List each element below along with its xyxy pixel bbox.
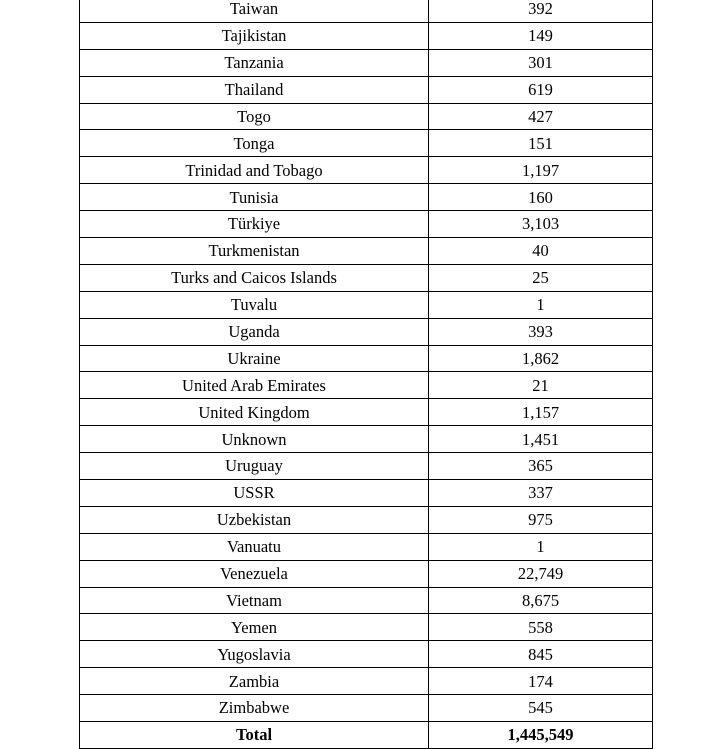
country-cell: Uruguay — [80, 453, 429, 480]
country-cell: Tonga — [80, 130, 429, 157]
table-row — [80, 103, 653, 130]
country-cell: United Kingdom — [80, 399, 429, 426]
country-cell: Tuvalu — [80, 291, 429, 318]
country-count-table — [79, 0, 653, 749]
table-row — [80, 318, 653, 345]
table-row — [80, 560, 653, 587]
total-label-cell: Total — [80, 722, 429, 749]
country-cell: Vanuatu — [80, 533, 429, 560]
table-row — [80, 49, 653, 76]
table-row — [80, 372, 653, 399]
country-cell: Uganda — [80, 318, 429, 345]
table-row — [80, 184, 653, 211]
table-body — [80, 0, 653, 748]
value-cell: 845 — [429, 641, 653, 668]
country-cell: Tanzania — [80, 49, 429, 76]
table-row — [80, 506, 653, 533]
country-cell: Taiwan — [80, 0, 429, 22]
country-cell: Ukraine — [80, 345, 429, 372]
country-cell: Thailand — [80, 76, 429, 103]
country-cell: Uzbekistan — [80, 506, 429, 533]
value-cell: 1 — [429, 291, 653, 318]
table-row — [80, 641, 653, 668]
value-cell: 337 — [429, 480, 653, 507]
value-cell: 1,862 — [429, 345, 653, 372]
value-cell: 975 — [429, 506, 653, 533]
value-cell: 22,749 — [429, 560, 653, 587]
country-cell: Yugoslavia — [80, 641, 429, 668]
country-cell: Zambia — [80, 668, 429, 695]
value-cell: 25 — [429, 264, 653, 291]
table-row — [80, 345, 653, 372]
country-cell: United Arab Emirates — [80, 372, 429, 399]
country-cell: Yemen — [80, 614, 429, 641]
table-row — [80, 533, 653, 560]
value-cell: 1,451 — [429, 426, 653, 453]
country-cell: USSR — [80, 480, 429, 507]
table-row — [80, 453, 653, 480]
country-cell: Unknown — [80, 426, 429, 453]
table-row — [80, 426, 653, 453]
value-cell: 160 — [429, 184, 653, 211]
table-row — [80, 264, 653, 291]
country-cell: Zimbabwe — [80, 695, 429, 722]
table-row — [80, 480, 653, 507]
country-cell: Tunisia — [80, 184, 429, 211]
table-row — [80, 587, 653, 614]
value-cell: 149 — [429, 22, 653, 49]
country-cell: Türkiye — [80, 211, 429, 238]
country-cell: Togo — [80, 103, 429, 130]
table-row — [80, 399, 653, 426]
table-row — [80, 0, 653, 22]
value-cell: 1 — [429, 533, 653, 560]
total-value-cell: 1,445,549 — [429, 722, 653, 749]
table-row — [80, 157, 653, 184]
country-cell: Vietnam — [80, 587, 429, 614]
value-cell: 427 — [429, 103, 653, 130]
table-row — [80, 22, 653, 49]
value-cell: 558 — [429, 614, 653, 641]
value-cell: 545 — [429, 695, 653, 722]
value-cell: 21 — [429, 372, 653, 399]
value-cell: 392 — [429, 0, 653, 22]
table-row — [80, 238, 653, 265]
value-cell: 1,157 — [429, 399, 653, 426]
value-cell: 301 — [429, 49, 653, 76]
table-row — [80, 668, 653, 695]
value-cell: 1,197 — [429, 157, 653, 184]
country-cell: Venezuela — [80, 560, 429, 587]
value-cell: 174 — [429, 668, 653, 695]
table-row — [80, 130, 653, 157]
total-row — [80, 722, 653, 749]
country-cell: Trinidad and Tobago — [80, 157, 429, 184]
table-row — [80, 614, 653, 641]
table-row — [80, 211, 653, 238]
country-cell: Tajikistan — [80, 22, 429, 49]
country-cell: Turks and Caicos Islands — [80, 264, 429, 291]
value-cell: 8,675 — [429, 587, 653, 614]
value-cell: 3,103 — [429, 211, 653, 238]
table-row — [80, 76, 653, 103]
value-cell: 151 — [429, 130, 653, 157]
value-cell: 393 — [429, 318, 653, 345]
value-cell: 40 — [429, 238, 653, 265]
table-row — [80, 291, 653, 318]
value-cell: 619 — [429, 76, 653, 103]
country-cell: Turkmenistan — [80, 238, 429, 265]
value-cell: 365 — [429, 453, 653, 480]
table-row — [80, 695, 653, 722]
